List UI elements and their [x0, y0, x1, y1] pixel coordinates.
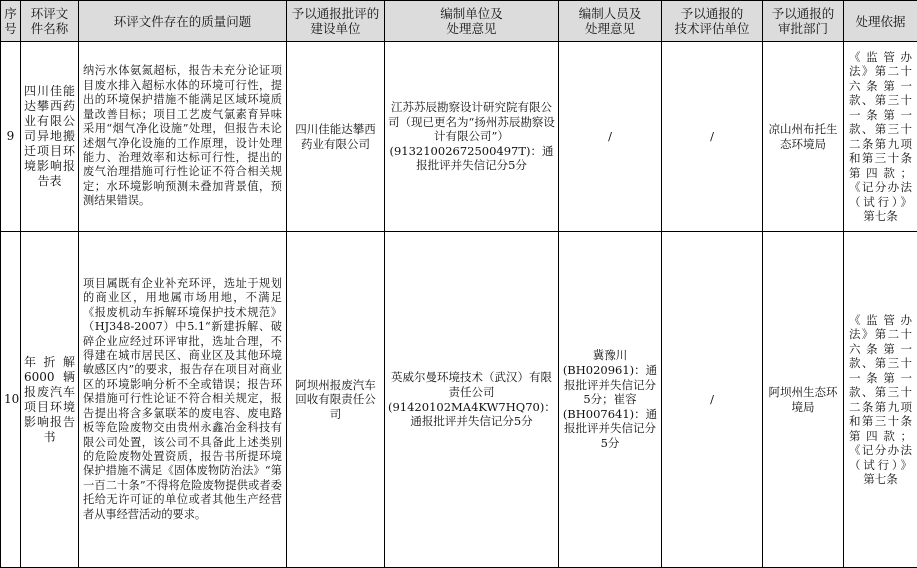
header-seq: 序 号 [1, 1, 21, 42]
row-technical-unit: / [662, 42, 763, 232]
row-seq: 9 [1, 42, 21, 232]
row-report-name: 四川佳能达攀西药业有限公司异地搬迁项目环境影响报告表 [21, 42, 79, 232]
row-basis: 《监管办法》第二十六条第一款、第三十一条第一款、第三十二条第九项和第三十条第四款；《记分办法（试行）》第七条 [844, 42, 917, 232]
table-row [1, 42, 917, 232]
header-personnel: 编制人员及 处理意见 [559, 1, 662, 42]
header-basis: 处理依据 [844, 1, 917, 42]
row-compiling-unit: 英威尔曼环境技术（武汉）有限责任公司(91420102MA4KW7HQ70)：通报批评并失信记分5分 [385, 232, 559, 568]
row-approval-dept: 阿坝州生态环境局 [763, 232, 844, 568]
header-quality-issues: 环评文件存在的质量问题 [79, 1, 287, 42]
header-construction-unit: 予以通报批评的 建设单位 [287, 1, 385, 42]
row-construction-unit: 四川佳能达攀西药业有限公司 [287, 42, 385, 232]
header-report-name: 环评文 件名称 [21, 1, 79, 42]
row-construction-unit: 阿坝州报废汽车回收有限责任公司 [287, 232, 385, 568]
header-row [1, 1, 917, 42]
header-technical-unit: 予以通报的 技术评估单位 [662, 1, 763, 42]
row-approval-dept: 凉山州布托生态环境局 [763, 42, 844, 232]
row-personnel: / [559, 42, 662, 232]
header-approval-dept: 予以通报的 审批部门 [763, 1, 844, 42]
row-personnel: 冀豫川(BH020961)：通报批评并失信记分5分；崔容(BH007641)：通报批评并失信记分5分 [559, 232, 662, 568]
row-quality-issues: 纳污水体氨氮超标，报告未充分论证项目废水排入超标水体的环境可行性，提出的环境保护措施不能满足区域环境质量改善目标；项目工艺废气氯素育异味采用“烟气净化设施”处理，但报告未论述烟气净化设施的工作原理，设计处理能力、治理效率和达标可行性，提出的废气治理措施可行性论证不符合相关规定；水环境影响预测未叠加背景值，预测结果错误。 [79, 42, 287, 232]
row-quality-issues: 项目属既有企业补充环评，选址于规划的商业区，用地属市场用地，不满足《报废机动车拆解环境保护技术规范》（HJ348-2007）中5.1“新建拆解、破碎企业应经过环评审批，选址合理，不得建在城市居民区、商业区及其他环境敏感区内”的要求，报告存在项目对商业区的环境影响分析不全或错误；报告环保措施可行性论证不符合相关规定，报告提出将含多氯联苯的废电容、废电路板等危险废物交由贵州永鑫冶金科技有限公司处置，该公司不具备此上述类别的危险废物处置资质，报告书所提环境保护措施不满足《固体废物防治法》“第一百二十条”不得将危险废物提供或者委托给无许可证的单位或者其他生产经营者从事经营活动的要求。 [79, 232, 287, 568]
row-report-name: 年折解6000辆报废汽车项目环境影响报告书 [21, 232, 79, 568]
table-row [1, 232, 917, 568]
row-technical-unit: / [662, 232, 763, 568]
row-compiling-unit: 江苏苏辰勘察设计研究院有限公司（现已更名为“扬州苏辰勘察设计有限公司”）(91321002672500497T)：通报批评并失信记分5分 [385, 42, 559, 232]
header-compiling-unit: 编制单位及 处理意见 [385, 1, 559, 42]
row-seq: 10 [1, 232, 21, 568]
row-basis: 《监管办法》第二十六条第一款、第三十一条第一款、第三十二条第九项和第三十条第四款；《记分办法（试行）》第七条 [844, 232, 917, 568]
